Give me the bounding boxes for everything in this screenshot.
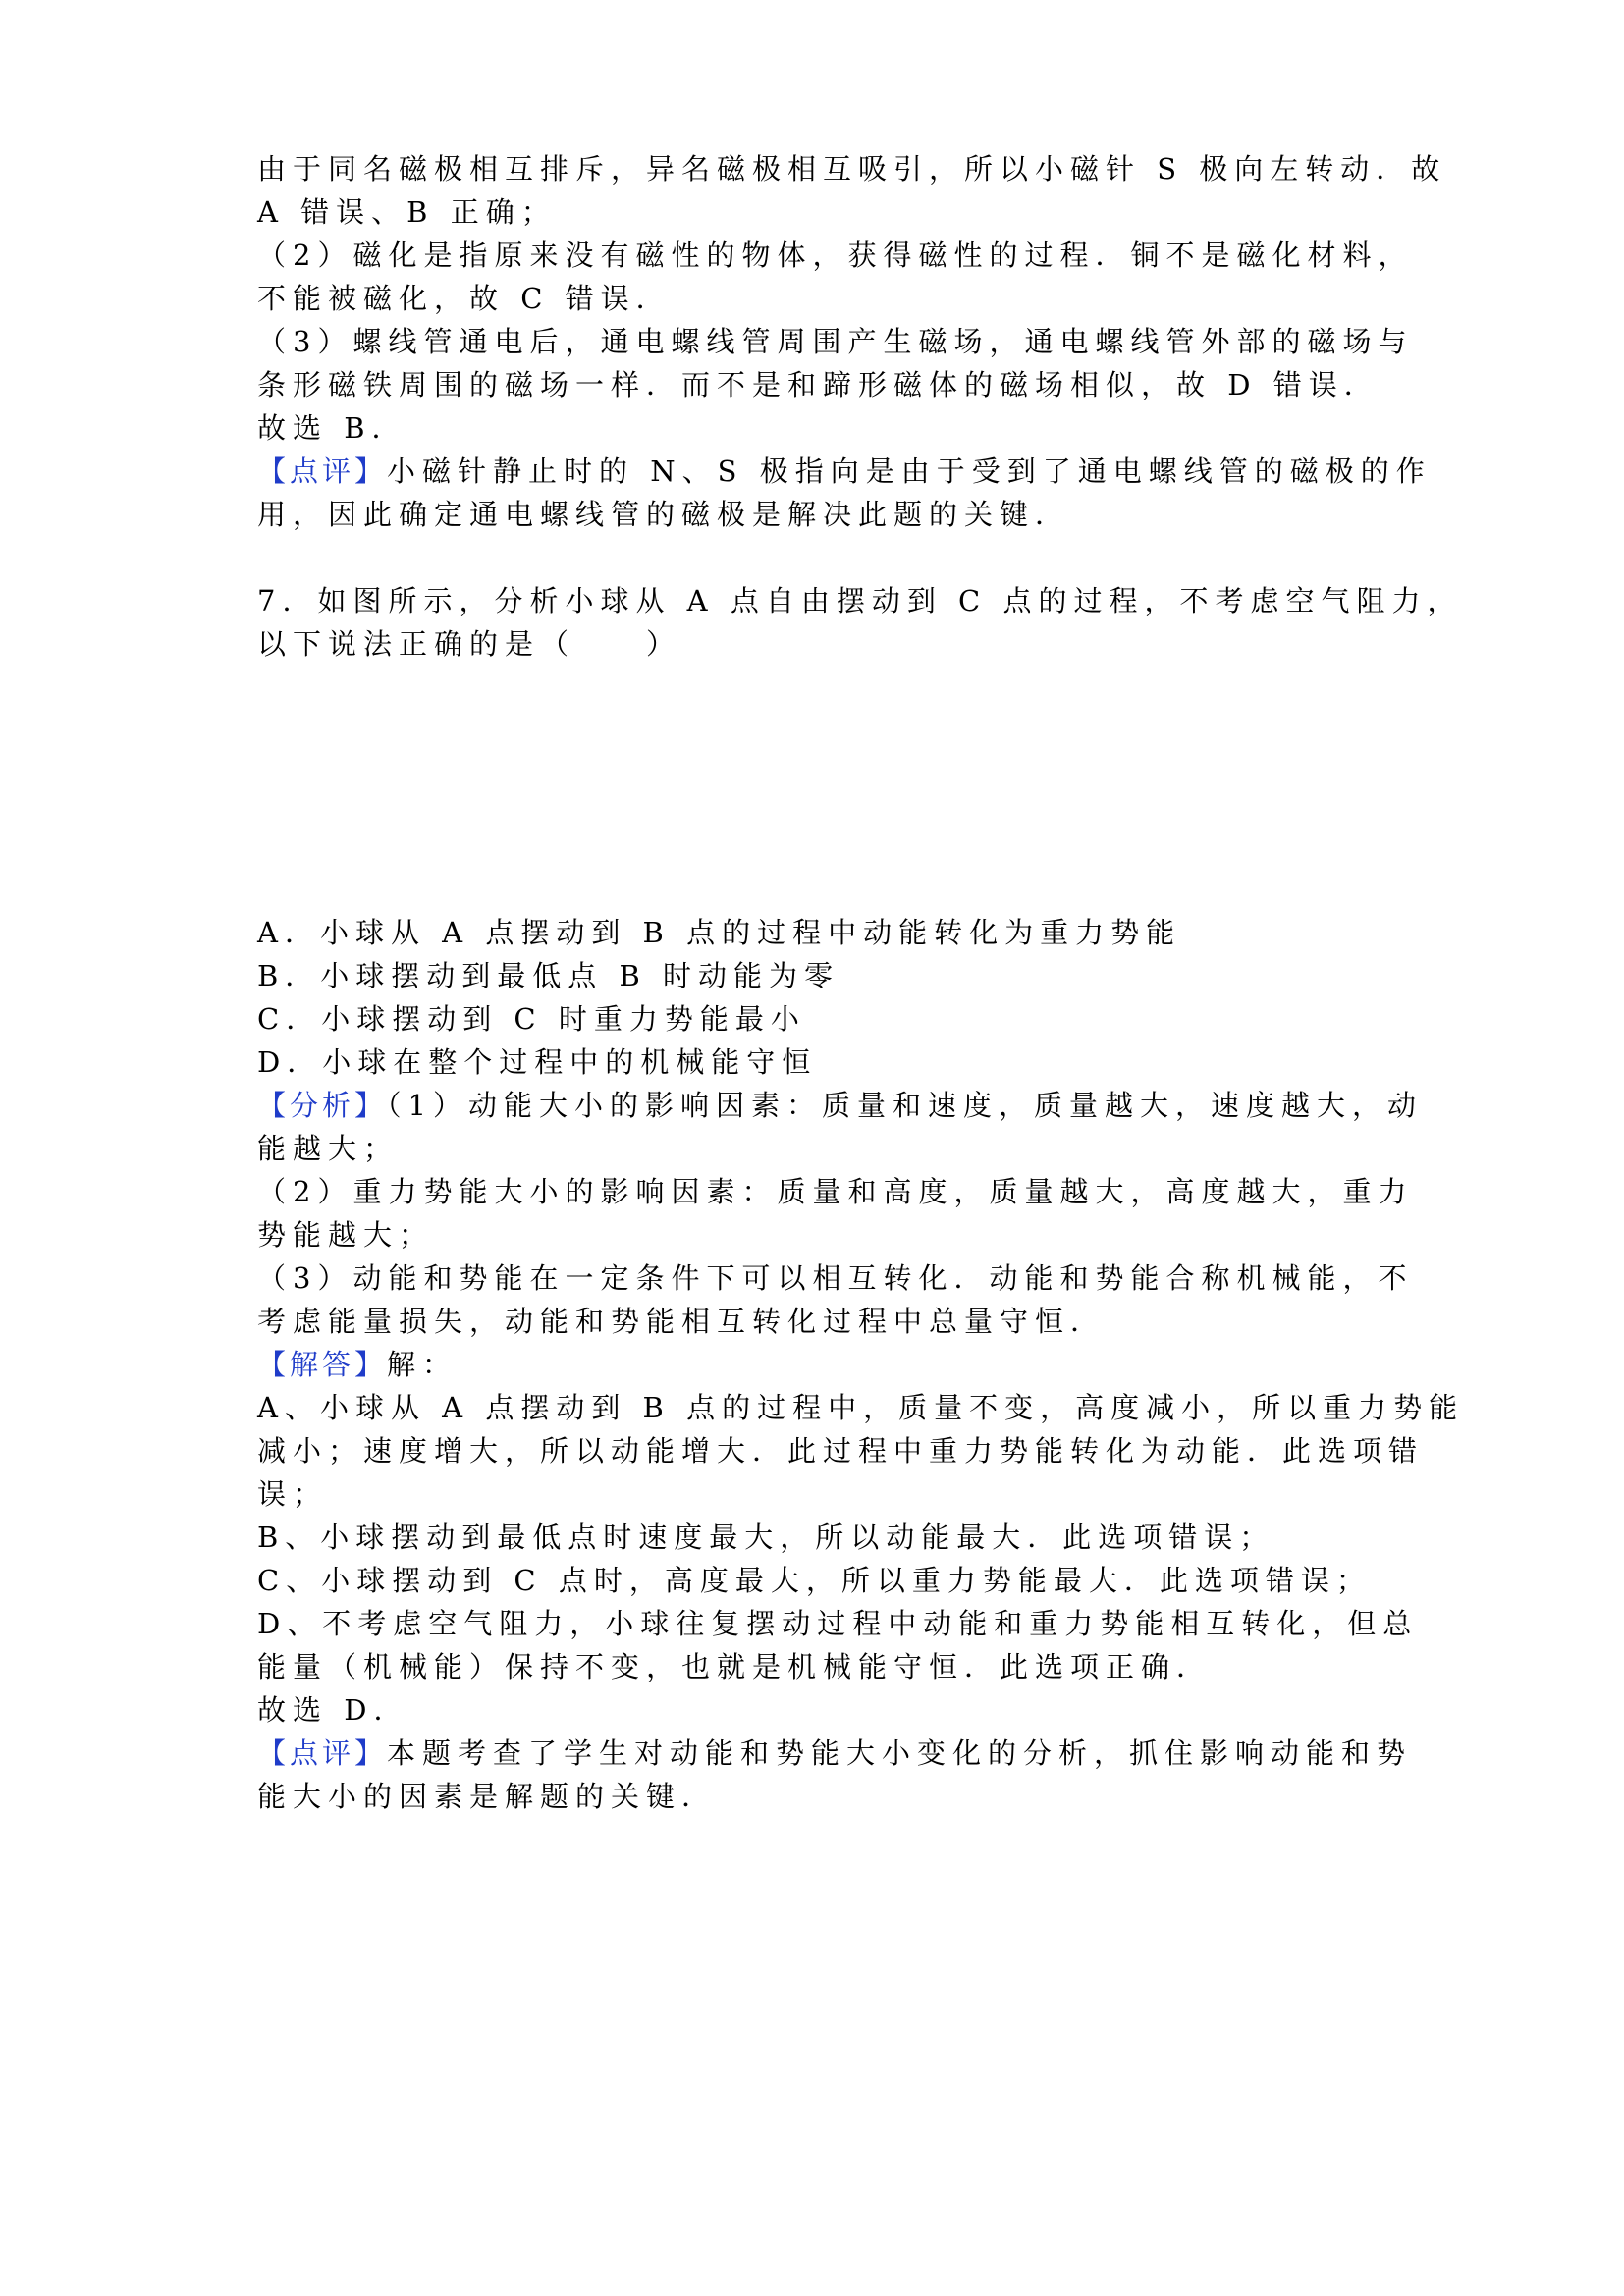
analysis-text: （1）动能大小的影响因素：质量和速度，质量越大，速度越大，动 bbox=[387, 1089, 1423, 1122]
comment-tag: 【点评】 bbox=[257, 454, 388, 488]
spacer bbox=[257, 536, 1386, 579]
text-line: （2）重力势能大小的影响因素：质量和高度，质量越大，高度越大，重力 bbox=[257, 1175, 1414, 1208]
option-b: B．小球摆动到最低点 B 时动能为零 bbox=[257, 959, 840, 992]
text-line: 能大小的因素是解题的关键． bbox=[257, 1780, 718, 1813]
option-a: A．小球从 A 点摆动到 B 点的过程中动能转化为重力势能 bbox=[257, 916, 1182, 949]
comment-line bbox=[257, 1732, 1413, 1775]
answer-line bbox=[257, 1343, 1386, 1386]
text-line: 势能越大； bbox=[257, 1218, 435, 1252]
comment-text: 本题考查了学生对动能和势能大小变化的分析，抓住影响动能和势 bbox=[387, 1736, 1413, 1770]
option-d: D．小球在整个过程中的机械能守恒 bbox=[257, 1045, 818, 1079]
answer-text: 解： bbox=[387, 1348, 459, 1381]
text-line: B、小球摆动到最低点时速度最大，所以动能最大．此选项错误； bbox=[257, 1521, 1275, 1554]
text-line: 能量（机械能）保持不变，也就是机械能守恒．此选项正确． bbox=[257, 1650, 1213, 1683]
prev-solution bbox=[257, 147, 1447, 536]
text-line: 故选 D． bbox=[257, 1693, 409, 1727]
text-line: （3）动能和势能在一定条件下可以相互转化．动能和势能合称机械能，不 bbox=[257, 1261, 1414, 1295]
text-line: 由于同名磁极相互排斥，异名磁极相互吸引，所以小磁针 S 极向左转动．故 bbox=[257, 152, 1447, 186]
option-c: C．小球摆动到 C 时重力势能最小 bbox=[257, 1002, 806, 1036]
answer-tag: 【解答】 bbox=[257, 1348, 388, 1381]
comment-line bbox=[257, 450, 1432, 493]
analysis-line bbox=[257, 1084, 1423, 1127]
document-page bbox=[257, 147, 1465, 1818]
question-stem: 7．如图所示，分析小球从 A 点自由摆动到 C 点的过程，不考虑空气阻力， bbox=[257, 584, 1463, 617]
text-line: 不能被磁化，故 C 错误． bbox=[257, 282, 672, 315]
text-line: 条形磁铁周围的磁场一样．而不是和蹄形磁体的磁场相似，故 D 错误． bbox=[257, 368, 1380, 401]
text-line: D、不考虑空气阻力，小球往复摆动过程中动能和重力势能相互转化，但总 bbox=[257, 1607, 1419, 1640]
analysis-tag: 【分析】 bbox=[257, 1089, 388, 1122]
figure-area bbox=[257, 666, 1386, 911]
text-line: 故选 B． bbox=[257, 411, 407, 445]
text-line: A 错误、B 正确； bbox=[257, 195, 557, 229]
question-stem: 以下说法正确的是（ ） bbox=[257, 627, 682, 661]
text-line: A、小球从 A 点摆动到 B 点的过程中，质量不变，高度减小，所以重力势能 bbox=[257, 1391, 1465, 1424]
text-line: 误； bbox=[257, 1477, 329, 1511]
text-line: 用，因此确定通电螺线管的磁极是解决此题的关键． bbox=[257, 498, 1071, 531]
text-line: （3）螺线管通电后，通电螺线管周围产生磁场，通电螺线管外部的磁场与 bbox=[257, 325, 1414, 358]
text-line: 减小；速度增大，所以动能增大．此过程中重力势能转化为动能．此选项错 bbox=[257, 1434, 1425, 1468]
text-line: C、小球摆动到 C 点时，高度最大，所以重力势能最大．此选项错误； bbox=[257, 1564, 1372, 1597]
comment-tag: 【点评】 bbox=[257, 1736, 388, 1770]
text-line: 能越大； bbox=[257, 1132, 400, 1165]
text-line: 考虑能量损失，动能和势能相互转化过程中总量守恒． bbox=[257, 1305, 1107, 1338]
question-7 bbox=[257, 579, 1465, 1818]
comment-text: 小磁针静止时的 N、S 极指向是由于受到了通电螺线管的磁极的作 bbox=[387, 454, 1432, 488]
text-line: （2）磁化是指原来没有磁性的物体，获得磁性的过程．铜不是磁化材料， bbox=[257, 239, 1414, 272]
